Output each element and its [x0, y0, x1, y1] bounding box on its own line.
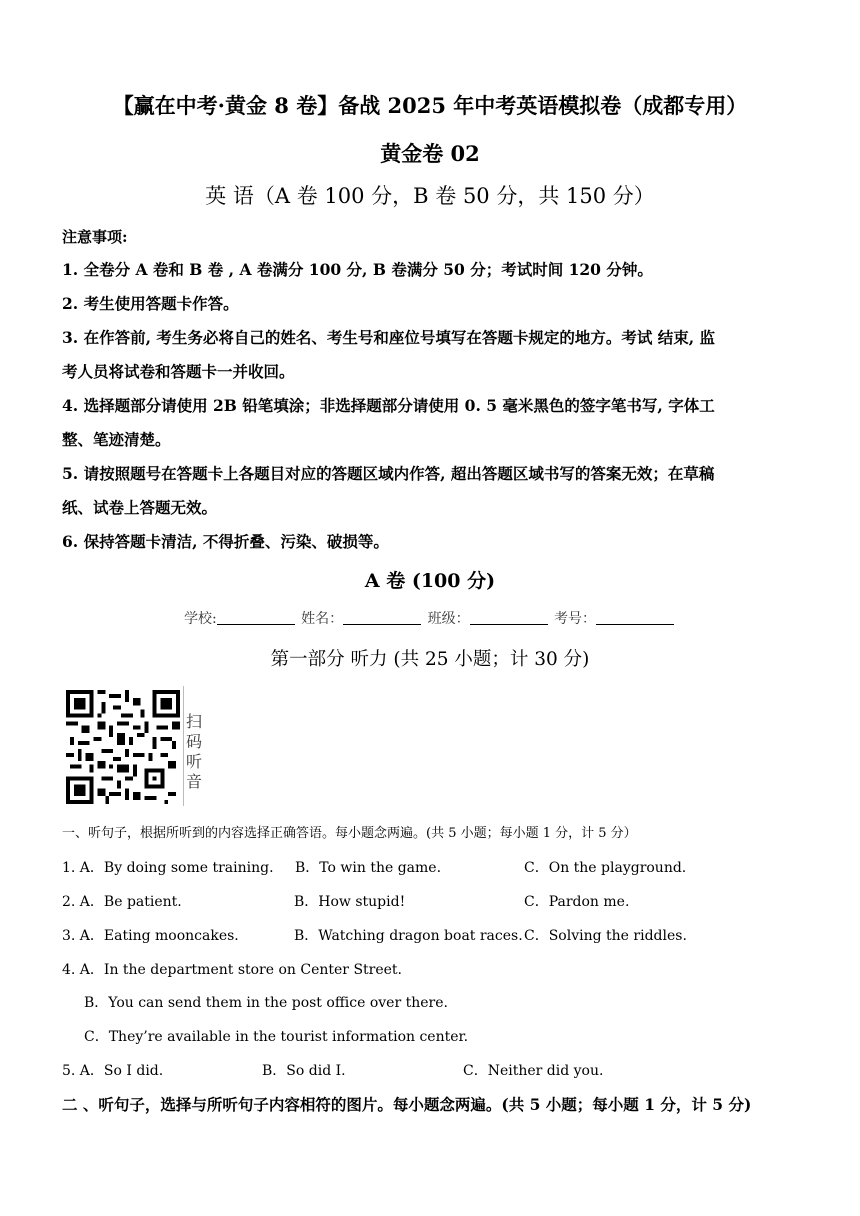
class-blank[interactable] — [470, 610, 548, 625]
q2-option-b: B．How stupid! — [294, 894, 406, 910]
q4-option-b: B．You can send them in the post office over there. — [84, 995, 448, 1011]
exam-number-label: 考号： — [554, 611, 597, 627]
exam-number-blank[interactable] — [596, 610, 674, 625]
note-line: 6. 保持答题卡清洁, 不得折叠、污染、破损等。 — [62, 532, 389, 551]
q2-option-a: 2. A．Be patient. — [62, 894, 182, 910]
note-line: 纸、试卷上答题无效。 — [62, 498, 218, 517]
part1-title: 第一部分 听力 (共 25 小题；计 30 分) — [270, 649, 590, 670]
note-line: 1. 全卷分 A 卷和 B 卷 , A 卷满分 100 分, B 卷满分 50 分；考试时间 120 分钟。 — [62, 260, 653, 279]
q2-option-c: C．Pardon me. — [524, 894, 630, 910]
q3-option-b: B．Watching dragon boat races. — [294, 928, 523, 944]
listening-section-1-instruction: 一、听句子，根据所听到的内容选择正确答语。每小题念两遍。(共 5 小题；每小题 1 分，计 5 分） — [62, 826, 637, 841]
listening-section-2-instruction: 二 、听句子，选择与所听句子内容相符的图片。每小题念两遍。(共 5 小题；每小题 1 分，计 5 分) — [62, 1095, 752, 1114]
q1-option-c: C．On the playground. — [524, 860, 687, 876]
class-label: 班级： — [427, 611, 470, 627]
school-label: 学校: — [183, 611, 217, 627]
q5-option-b: B．So did I. — [262, 1063, 346, 1079]
q5-option-c: C．Neither did you. — [463, 1063, 604, 1079]
exam-title: 【赢在中考·黄金 8 卷】备战 2025 年中考英语模拟卷（成都专用） — [112, 93, 748, 118]
q1-option-b: B．To win the game. — [295, 860, 442, 876]
q5-option-a: 5. A．So I did. — [62, 1063, 164, 1079]
note-line: 考人员将试卷和答题卡一并收回。 — [62, 362, 295, 381]
qr-code-icon[interactable] — [66, 690, 180, 804]
note-line: 4. 选择题部分请使用 2B 铅笔填涂；非选择题部分请使用 0. 5 毫米黑色的签字笔书写, 字体工 — [62, 396, 715, 415]
exam-subtitle: 黄金卷 02 — [380, 141, 480, 166]
note-line: 整、笔迹清楚。 — [62, 430, 171, 449]
note-line: 3. 在作答前, 考生务必将自己的姓名、考生号和座位号填写在答题卡规定的地方。考试 结束, 监 — [62, 328, 716, 347]
scan-to-listen-label: 扫码听音 — [186, 712, 203, 791]
q4-option-c: C．They’re available in the tourist information center. — [84, 1029, 469, 1045]
note-line: 5. 请按照题号在答题卡上各题目对应的答题区域内作答, 超出答题区域书写的答案无效；在草稿 — [62, 464, 715, 483]
subject-line: 英 语（A 卷 100 分，B 卷 50 分，共 150 分） — [205, 184, 655, 208]
q3-option-c: C．Solving the riddles. — [524, 928, 687, 944]
section-a-title: A 卷 (100 分) — [364, 570, 496, 592]
name-label: 姓名： — [301, 611, 344, 627]
school-blank[interactable] — [217, 610, 295, 625]
notes-heading: 注意事项: — [62, 228, 128, 246]
note-line: 2. 考生使用答题卡作答。 — [62, 294, 239, 313]
student-info-line — [0, 608, 860, 628]
qr-divider — [183, 686, 184, 806]
q1-option-a: 1. A．By doing some training. — [62, 860, 274, 876]
q3-option-a: 3. A．Eating mooncakes. — [62, 928, 239, 944]
q4-option-a: 4. A．In the department store on Center Street. — [62, 962, 403, 978]
name-blank[interactable] — [343, 610, 421, 625]
